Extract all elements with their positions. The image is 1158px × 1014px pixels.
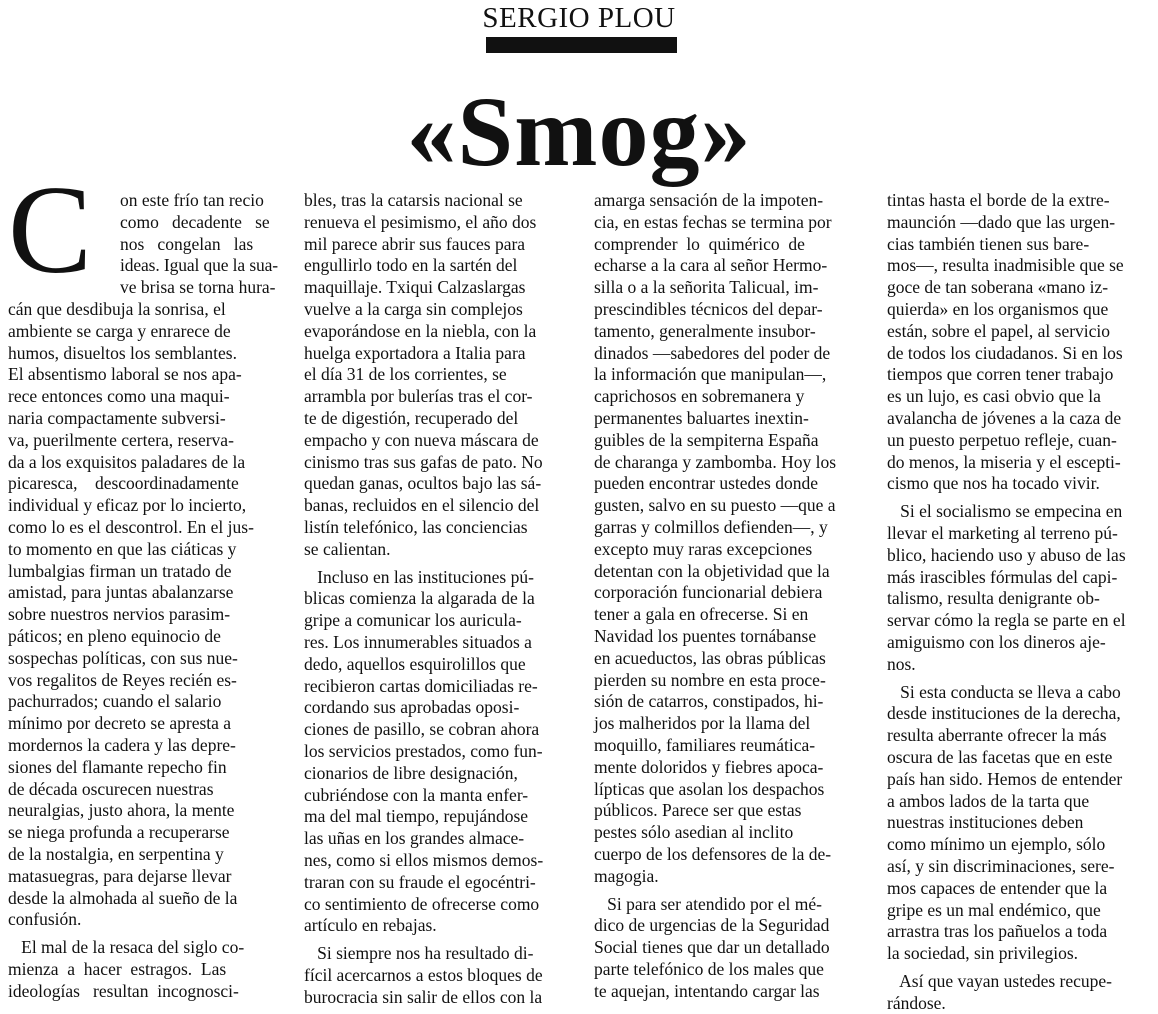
text-line: gripe es un mal endémico, que [887, 899, 1101, 920]
text-line: recibieron cartas domiciliadas re- [304, 675, 538, 696]
text-line: dinados —sabedores del poder de [594, 342, 831, 363]
text-line: echarse a la cara al señor Hermo- [594, 255, 828, 276]
text-line: cia, en estas fechas se termina por [594, 211, 832, 232]
text-line: Si esta conducta se lleva a cabo [887, 681, 1121, 702]
text-line: ideas. Igual que la sua- [120, 255, 278, 276]
text-line: de década oscurecen nuestras [8, 778, 214, 799]
text-line: huelga exportadora a Italia para [304, 342, 526, 363]
text-line: magogia. [594, 865, 659, 886]
author-name: SERGIO PLOU [482, 2, 676, 34]
text-line: servar cómo la regla se parte en el [887, 610, 1126, 631]
text-line: corporación funcionarial debiera [594, 582, 823, 603]
text-line: se niega profunda a recuperarse [8, 822, 230, 843]
text-line: páticos; en pleno equinocio de [8, 625, 221, 646]
text-line: talismo, resulta denigrante ob- [887, 588, 1100, 609]
text-line: burocracia sin salir de ellos con la [304, 986, 543, 1007]
text-line: Si para ser atendido por el mé- [594, 893, 822, 914]
text-line: detentan con la objetividad que la [594, 560, 830, 581]
text-line: nos congelan las [120, 233, 254, 254]
text-line: lípticas que asolan los despachos [594, 778, 825, 799]
text-line: amistad, para juntas abalanzarse [8, 582, 234, 603]
text-line: engullirlo todo en la sartén del [304, 255, 518, 276]
text-line: arrastra tras los pañuelos a toda [887, 921, 1108, 942]
text-line: traran con su fraude el egocéntri- [304, 871, 536, 892]
text-line: naria compactamente subversi- [8, 407, 226, 428]
text-line: prescindibles técnicos del depar- [594, 298, 823, 319]
text-line: picaresca, descoordinadamente [8, 473, 239, 494]
text-line: de todos los ciudadanos. Si en los [887, 342, 1123, 363]
text-line: gripe a comunicar los auricula- [304, 610, 522, 631]
text-line: tiempos que corren tener trabajo [887, 364, 1114, 385]
text-line: ambiente se carga y enrarece de [8, 320, 231, 341]
text-line: blico, haciendo uso y abuso de las [887, 544, 1126, 565]
author-rule [486, 37, 677, 53]
text-line: públicos. Parece ser que estas [594, 800, 802, 821]
text-line: pueden encontrar ustedes donde [594, 473, 819, 494]
text-line: on este frío tan recio [120, 190, 264, 210]
text-line: da a los exquisitos paladares de la [8, 451, 246, 472]
text-line: sospechas políticas, con sus nue- [8, 647, 238, 668]
text-line: caprichosos en sobremanera y [594, 386, 805, 407]
text-line: como decadente se [120, 211, 270, 232]
text-line: cordando sus aprobadas oposi- [304, 697, 520, 718]
text-line: sión de catarros, constipados, hi- [594, 691, 824, 712]
text-line: silla o a la señorita Talicual, im- [594, 277, 819, 298]
article-column-1 [8, 190, 278, 1002]
text-line: el día 31 de los corrientes, se [304, 364, 507, 385]
text-line: Navidad los puentes tornábanse [594, 625, 817, 646]
text-line: como mínimo un ejemplo, sólo [887, 834, 1106, 855]
text-line: blicas comienza la algarada de la [304, 588, 535, 609]
text-line: fícil acercarnos a estos bloques de [304, 964, 543, 985]
text-line: cubriéndose con la manta enfer- [304, 784, 529, 805]
text-line: ideologías resultan incognosci- [8, 980, 239, 1001]
text-line: las uñas en los grandes almace- [304, 828, 525, 849]
text-line: lumbalgias firman un tratado de [8, 560, 232, 581]
text-line: oscura de las facetas que en este [887, 746, 1113, 767]
text-line: país han sido. Hemos de entender [887, 768, 1123, 789]
text-line: amiguismo con los dineros aje- [887, 631, 1106, 652]
text-line: Si siempre nos ha resultado di- [304, 943, 534, 964]
text-line: desde la almohada al sueño de la [8, 887, 238, 908]
text-line: Si el socialismo se empecina en [887, 501, 1123, 522]
text-line: El mal de la resaca del siglo co- [8, 937, 245, 958]
text-line: ciones de pasillo, se cobran ahora [304, 719, 540, 740]
text-line: res. Los innumerables situados a [304, 631, 532, 652]
text-line: moquillo, familiares reumática- [594, 734, 816, 755]
text-line: do menos, la miseria y el escepti- [887, 451, 1121, 472]
text-line: quedan ganas, ocultos bajo las sá- [304, 473, 542, 494]
text-line: mínimo por decreto se apresta a [8, 713, 232, 734]
article-column-2 [304, 190, 574, 1008]
text-line: tener a gala en ofrecerse. Si en [594, 604, 809, 625]
text-line: evaporándose en la niebla, con la [304, 320, 537, 341]
text-line: cinismo tras sus gafas de pato. No [304, 451, 543, 472]
article-column-4 [887, 190, 1157, 1014]
text-line: un puesto perpetuo refleje, cuan- [887, 429, 1117, 450]
text-line: mos—, resulta inadmisible que se [887, 255, 1124, 276]
text-line: va, puerilmente certera, reserva- [8, 429, 234, 450]
text-line: te de digestión, recuperado del [304, 407, 519, 428]
text-line: Social tienes que dar un detallado [594, 937, 830, 958]
text-line: tamento, generalmente insubor- [594, 320, 816, 341]
text-line: maquillaje. Txiqui Calzaslargas [304, 277, 526, 298]
text-line: de charanga y zambomba. Hoy los [594, 451, 837, 472]
text-line: están, sobre el papel, al servicio [887, 320, 1111, 341]
text-line: banas, recluidos en el silencio del [304, 495, 540, 516]
text-line: nuestras instituciones deben [887, 812, 1084, 833]
text-line: parte telefónico de los males que [594, 958, 824, 979]
text-line: pestes sólo asedian al inclito [594, 822, 794, 843]
text-line: goce de tan soberana «mano iz- [887, 277, 1109, 298]
text-line: siones del flamante repecho fin [8, 756, 227, 777]
text-line: confusión. [8, 909, 82, 930]
text-line: pachurrados; cuando el salario [8, 691, 222, 712]
text-line: así, y sin discriminaciones, sere- [887, 855, 1115, 876]
text-line: mil parece abrir sus fauces para [304, 233, 526, 254]
article-title: «Smog» [406, 76, 752, 187]
text-line: cuerpo de los defensores de la de- [594, 843, 832, 864]
text-line: to momento en que las ciáticas y [8, 538, 237, 559]
text-line: co sentimiento de ofrecerse como [304, 893, 540, 914]
text-line: nos. [887, 653, 916, 674]
text-line: a ambos lados de la tarta que [887, 790, 1090, 811]
text-line: neuralgias, justo ahora, la mente [8, 800, 235, 821]
text-line: ve brisa se torna hura- [120, 277, 276, 298]
text-line: bles, tras la catarsis nacional se [304, 190, 523, 210]
drop-cap: C [8, 161, 93, 300]
text-line: jos malheridos por la llama del [594, 713, 811, 734]
text-line: más irascibles fórmulas del capi- [887, 566, 1118, 587]
text-line: artículo en rebajas. [304, 915, 437, 936]
text-line: en acueductos, las obras públicas [594, 647, 826, 668]
text-line: llevar el marketing al terreno pú- [887, 522, 1118, 543]
text-line: matasuegras, para dejarse llevar [8, 865, 232, 886]
text-line: mos capaces de entender que la [887, 877, 1108, 898]
text-line: El absentismo laboral se nos apa- [8, 364, 242, 385]
text-line: individual y eficaz por lo incierto, [8, 495, 247, 516]
text-line: vuelve a la carga sin complejos [304, 298, 523, 319]
text-line: renueva el pesimismo, el año dos [304, 211, 537, 232]
text-line: gusten, salvo en su puesto —que a [594, 495, 836, 516]
text-line: excepto muy raras excepciones [594, 538, 813, 559]
text-line: mienza a hacer estragos. Las [8, 958, 227, 979]
text-line: te aquejan, intentando cargar las [594, 980, 820, 1001]
text-line: maunción —dado que las urgen- [887, 211, 1116, 232]
text-line: tintas hasta el borde de la extre- [887, 190, 1110, 210]
text-line: Incluso en las instituciones pú- [304, 566, 534, 587]
text-line: de la nostalgia, en serpentina y [8, 843, 224, 864]
text-line: desde instituciones de la derecha, [887, 703, 1121, 724]
text-line: sobre nuestros nervios parasim- [8, 604, 231, 625]
text-line: permanentes baluartes inextin- [594, 407, 809, 428]
text-line: dico de urgencias de la Seguridad [594, 915, 830, 936]
text-line: nes, como si ellos mismos demos- [304, 849, 544, 870]
text-line: dedo, aquellos esquirolillos que [304, 653, 526, 674]
text-line: arrambla por bulerías tras el cor- [304, 386, 533, 407]
text-line: mordernos la cadera y las depre- [8, 734, 236, 755]
article-column-3 [594, 190, 864, 1002]
text-line: avalancha de jóvenes a la caza de [887, 407, 1122, 428]
text-line: los servicios prestados, como fun- [304, 740, 543, 761]
text-line: cán que desdibuja la sonrisa, el [8, 298, 226, 319]
text-line: garras y colmillos defienden—, y [594, 516, 828, 537]
text-line: cias también tienen sus bare- [887, 233, 1090, 254]
text-line: pierden su nombre en esta proce- [594, 669, 826, 690]
text-line: humos, disueltos los semblantes. [8, 342, 237, 363]
text-line: mente doloridos y fiebres apoca- [594, 756, 824, 777]
text-line: guibles de la sempiterna España [594, 429, 819, 450]
text-line: rece entonces como una maqui- [8, 386, 230, 407]
text-line: Así que vayan ustedes recupe- [887, 970, 1112, 991]
text-line: resulta aberrante ofrecer la más [887, 725, 1107, 746]
text-line: ma del mal tiempo, repujándose [304, 806, 529, 827]
text-line: la información que manipulan—, [594, 364, 827, 385]
text-line: listín telefónico, las conciencias [304, 516, 528, 537]
text-line: quierda» en los organismos que [887, 298, 1109, 319]
text-line: empacho y con nueva máscara de [304, 429, 539, 450]
text-line: comprender lo quimérico de [594, 233, 805, 254]
text-line: la sociedad, sin privilegios. [887, 943, 1079, 964]
text-line: amarga sensación de la impoten- [594, 190, 824, 210]
text-line: vos regalitos de Reyes recién es- [8, 669, 237, 690]
text-line: es un lujo, es casi obvio que la [887, 386, 1101, 407]
text-line: cionarios de libre designación, [304, 762, 518, 783]
text-line: como lo es el descontrol. En el jus- [8, 516, 254, 537]
text-line: se calientan. [304, 538, 391, 559]
text-line: cismo que nos ha tocado vivir. [887, 473, 1100, 494]
text-line: rándose. [887, 992, 946, 1013]
